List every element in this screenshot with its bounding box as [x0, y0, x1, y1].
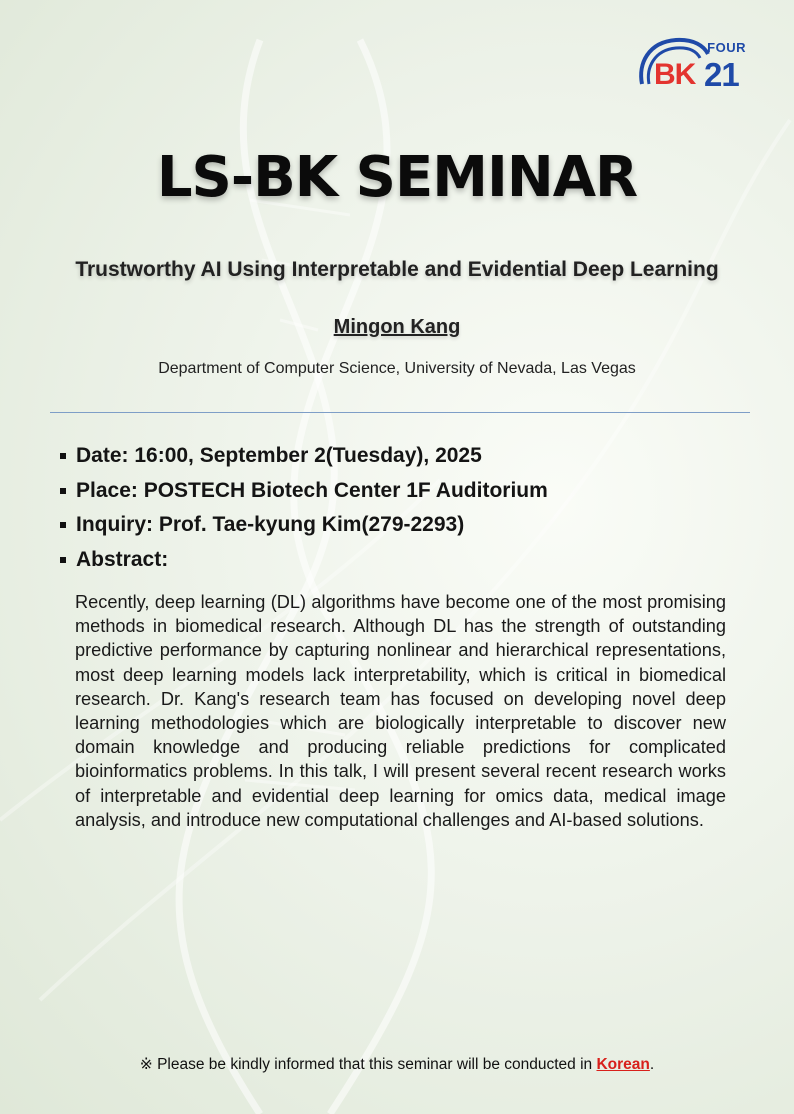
- logo-21-text: 21: [704, 56, 739, 93]
- details-list: [58, 442, 758, 580]
- speaker-name: Mingon Kang: [333, 316, 461, 338]
- logo-bk-text: BK: [654, 58, 696, 91]
- divider-line: [50, 412, 750, 413]
- detail-place: Place: POSTECH Biotech Center 1F Auditorium: [58, 477, 758, 512]
- detail-inquiry: Inquiry: Prof. Tae-kyung Kim(279-2293): [58, 511, 758, 546]
- language-notice: [0, 1055, 794, 1074]
- logo-four-text: FOUR: [707, 40, 746, 55]
- detail-abstract-heading: Abstract:: [58, 546, 758, 581]
- notice-suffix: .: [649, 1056, 655, 1073]
- notice-prefix: ※ Please be kindly informed that this seminar will be conducted in: [139, 1056, 597, 1073]
- talk-title: Trustworthy AI Using Interpretable and Evidential Deep Learning: [75, 258, 719, 281]
- seminar-title: LS-BK SEMINAR: [156, 145, 638, 210]
- speaker-affiliation: Department of Computer Science, University of Nevada, Las Vegas: [158, 360, 636, 377]
- detail-date: Date: 16:00, September 2(Tuesday), 2025: [58, 442, 758, 477]
- bk21-four-logo: [634, 34, 754, 96]
- abstract-text: Recently, deep learning (DL) algorithms have become one of the most promising methods in biomedical research. Although DL has the strength of outstanding predictive performance by capturing nonlinear and hierarchical representations, most deep learning models lack interpretability, which is critical in biomedical research. Dr. Kang's research team has focused on developing novel deep learning methodologies which are biologically interpretable to discover new domain knowledge and producing reliable predictions for complicated bioinformatics problems. In this talk, I will present several recent research works of interpretable and evidential deep learning for omics data, medical image analysis, and introduce new computational challenges and AI-based solutions.: [75, 592, 726, 830]
- notice-language: Korean: [596, 1056, 650, 1073]
